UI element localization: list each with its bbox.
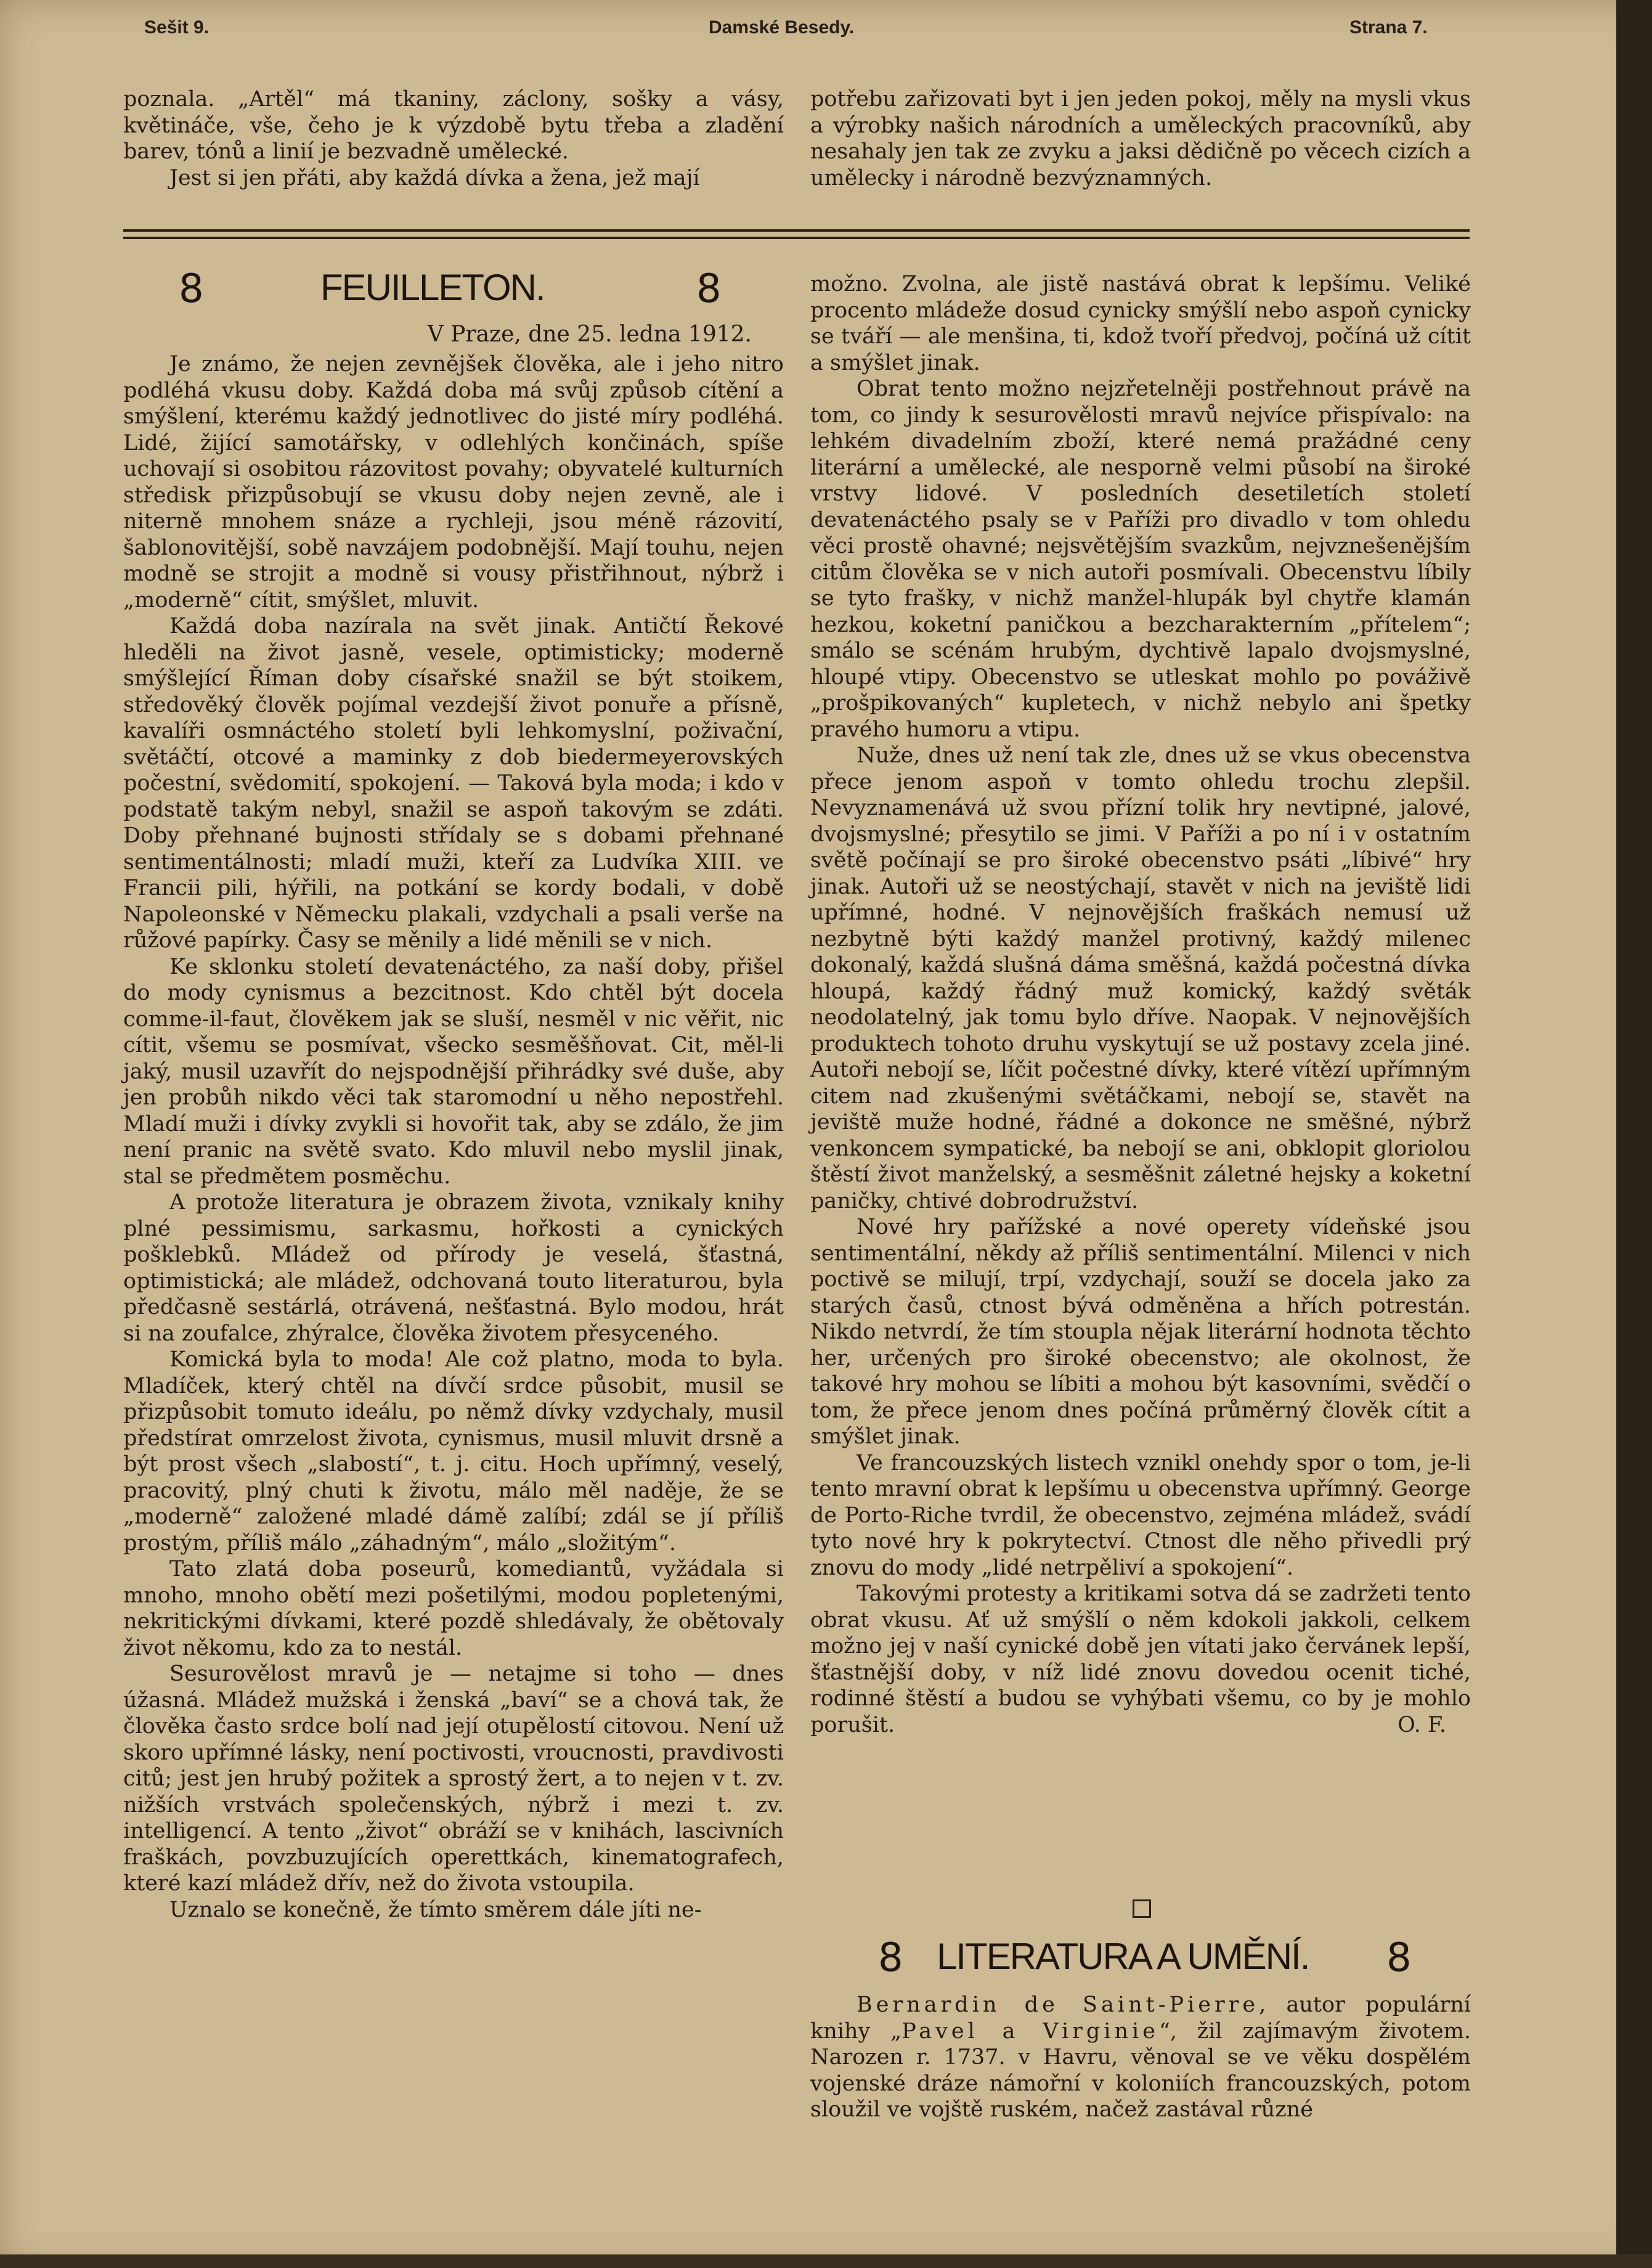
ornament-right-icon: 8 — [1386, 1935, 1412, 1981]
paragraph — [810, 1992, 1471, 2123]
paragraph: A protože literatura je obrazem života, vznikaly knihy plné pessimismu, sarkasmu, hořkosti a cynických pošklebků. Mládež od přírody je veselá, šťastná, optimistická; ale mládež, odchovaná touto literaturou, byla předčasně sestárlá, otrávená, nešťastná. Bylo modou, hrát si na zoufalce, zhýralce, člověka životem přesyceného. — [123, 1190, 784, 1346]
ornament-left-icon: 8 — [179, 266, 204, 312]
section-title-feuilleton: FEUILLETON. — [320, 267, 545, 308]
paragraph: Komická byla to moda! Ale což platno, moda to byla. Mladíček, který chtěl na dívčí srdce působit, musil se přizpůsobit tomuto ideálu, po němž dívky vzdychaly, musil předstírat omrzelost života, cynismus, musil mluvit drsně a být prost všech „slabostí“, t. j. citu. Hoch upřímný, veselý, pracovitý, plný chuti k životu, málo měl naděje, že se „moderně“ založené mladé dámě zalíbí; zdál se jí příliš prostým, příliš málo „záhadným“, málo „složitým“. — [123, 1347, 784, 1556]
signature: O. F. — [1398, 1713, 1446, 1737]
divider-rule — [123, 229, 1470, 232]
section-title-literatura: LITERATURA A UMĚNÍ. — [937, 1936, 1309, 1977]
dateline: V Praze, dne 25. ledna 1912. — [427, 322, 752, 347]
literatura-column — [810, 1992, 1471, 2123]
header-issue: Sešit 9. — [144, 17, 210, 38]
paragraph: Nuže, dnes už není tak zle, dnes už se vkus obecenstva přece jenom aspoň v tomto ohledu trochu zlepšil. Nevyznamenává už svou přízní tolik hry nevtipné, jalové, dvojsmyslné; přesytilo se jimi. V Paříži a po ní i v ostatním světě počínají se pro široké obecenstvo psáti „líbivé“ hry jinak. Autoři už se neostýchají, stavět v nich na jeviště lidi upřímné, hodné. V nejnovějších fraškách nemusí už nezbytně býti každý manžel protivný, každý milenec dokonalý, každá slušná dáma směšná, každá počestná dívka hloupá, každý řádný muž komický, každý světák neodolatelný, jak tomu bylo dříve. Naopak. V nejnovějších produktech tohoto druhu vyskytují se už postavy zcela jiné. Autoři nebojí se, líčit počestné dívky, které vítězí upřímným citem nad zkušenými světáčkami, nebojí se, stavět na jeviště muže hodné, řádné a dokonce ne směšné, nýbrž venkoncem sympatické, ba nebojí se ani, obklopit gloriolou štěstí život manželský, a sesměšnit záletné hejsky a koketní paničky, chtivé dobrodružství. — [810, 743, 1471, 1214]
author-name: Bernardin de Saint-Pierre — [857, 1993, 1259, 2017]
paragraph: Jest si jen přáti, aby každá dívka a žena, jež mají — [169, 165, 700, 190]
feuilleton-left-column — [123, 351, 784, 1923]
paragraph: Tato zlatá doba poseurů, komediantů, vyžádala si mnoho, mnoho obětí mezi pošetilými, modou popletenými, nekritickými dívkami, které pozdě shledávaly, že obětovaly život někomu, kdo za to nestál. — [123, 1557, 784, 1660]
paragraph: poznala. „Artěl“ má tkaniny, záclony, sošky a vásy, květináče, vše, čeho je k výzdobě bytu třeba a zladění barev, tónů a linií je bezvadně umělecké. — [123, 87, 784, 164]
header-title: Damské Besedy. — [709, 17, 855, 38]
paragraph: Sesurovělost mravů je — netajme si toho — dnes úžasná. Mládež mužská i ženská „baví“ se a chová tak, že člověka často srdce bolí nad její otupělostí citovou. Není už skoro upřímné lásky, není poctivosti, vroucnosti, pravdivosti citů; jest jen hrubý požitek a sprostý žert, a to nejen v t. zv. nižších vrstvách společenských, nýbrž i mezi t. zv. intelligencí. A tento „život“ obráží se v knihách, lascivních fraškách, povzbuzujících operettkách, kinematografech, které kazí mládež dřív, než do života vstoupila. — [123, 1662, 784, 1896]
divider-rule — [123, 237, 1470, 239]
top-right-column — [810, 86, 1471, 191]
paragraph: Každá doba nazírala na svět jinak. Antičtí Řekové hleděli na život jasně, vesele, optimisticky; moderně smýšlející Říman doby císařské snažil se být stoikem, středověký člověk pojímal vezdejší život ponuře a přísně, kavalíři osmnáctého století byli lehkomyslní, poživační, světáčtí, otcové a maminky z dob biedermeyerovských počestní, svědomití, spokojení. — Taková byla moda; i kdo v podstatě takým nebyl, snažil se aspoň takovým se zdáti. Doby přehnané bujnosti střídaly se s dobami přehnané sentimentálnosti; mladí muži, kteří za Ludvíka XIII. ve Francii pili, hýřili, na potkání se kordy bodali, v době Napoleonské v Německu plakali, vzdychali a psali verše na růžové papírky. Časy se měnily a lidé měnili se v nich. — [123, 614, 784, 953]
ornament-left-icon: 8 — [878, 1935, 903, 1981]
paragraph: Ve francouzských listech vznikl onehdy spor o tom, je-li tento mravní obrat k lepšímu u obecenstva upřímný. George de Porto-Riche tvrdil, že obecenstvo, zejména mládež, svádí tyto nové hry k pokrytectví. Ctnost dle něho přivedli prý znovu do mody „lidé netrpěliví a spokojení“. — [810, 1450, 1471, 1580]
text-run: “, žil zajímavým životem. Narozen r. 1737. v Havru, věnoval se ve věku dospělém vojenské dráze námořní v koloniích francouzských, potom sloužil ve vojště ruském, načež zastával různé — [810, 2018, 1471, 2122]
book-title: Pavel a Virginie — [901, 2018, 1159, 2044]
ornament-right-icon: 8 — [696, 266, 722, 312]
separator-square-icon — [1133, 1899, 1151, 1918]
paragraph: Nové hry pařížské a nové operety vídeňské jsou sentimentální, někdy až příliš sentimentální. Milenci v nich poctivě se milují, trpí, vzdychají, souží se docela jako za starých časů, ctnost bývá odměněna a hřích potrestán. Nikdo netvrdí, že tím stoupla nějak literární hodnota těchto her, určených pro široké obecenstvo; ale okolnost, že takové hry mohou se líbiti a mohou být kasovními, svědčí o tom, že přece jenom dnes počíná průměrný člověk cítit a smýšlet jinak. — [810, 1215, 1471, 1449]
feuilleton-right-column — [810, 271, 1471, 1739]
page-edge — [1616, 0, 1652, 2268]
paragraph: Uznalo se konečně, že tímto směrem dále jíti ne- — [169, 1897, 702, 1922]
paragraph: Takovými protesty a kritikami sotva dá se zadržeti tento obrat vkusu. Ať už smýšlí o něm kdokoli jakkoli, celkem možno jej v naší cynické době jen vítati jako červánek lepší, šťastnější doby, v níž lidé znovu dovedou ocenit tiché, rodinné štěstí a budou se vyhýbati všemu, co by je mohlo porušit. — [810, 1581, 1471, 1737]
paragraph: Obrat tento možno nejzřetelněji postřehnout právě na tom, co jindy k sesurovělosti mravů nejvíce přispívalo: na lehkém divadelním zboží, které nemá pražádné ceny literární a umělecké, ale nesporně velmi působí na široké vrstvy lidové. V posledních desetiletích století devatenáctého psaly se v Paříži pro divadlo v tom ohledu věci prostě ohavné; nejsvětějším svazkům, nejvznešenějším citům člověka se v nich autoři posmívali. Obecenstvu líbily se tyto frašky, v nichž manžel-hlupák byl chytře klamán hezkou, koketní paničkou a bezcharakterním „přítelem“; smálo se scénám hrubým, dychtivě lapalo dvojsmyslné, hloupé vtipy. Obecenstvo se utleskat mohlo po pováživě „prošpikovaných“ kupletech, v nichž nebylo ani špetky pravého humoru a vtipu. — [810, 377, 1471, 742]
header-page-number: Strana 7. — [1349, 17, 1428, 38]
top-left-column — [123, 86, 784, 191]
paragraph: potřebu zařizovati byt i jen jeden pokoj, měly na mysli vkus a výrobky našich národních a uměleckých pracovníků, aby nesahaly jen tak ze zvyku a jaksi dědičně po věcech cizích a umělecky i národně bezvýznamných. — [810, 87, 1471, 190]
paragraph: možno. Zvolna, ale jistě nastává obrat k lepšímu. Veliké procento mládeže dosud cynicky smýšlí nebo aspoň cynicky se tváří — ale menšina, ti, kdož tvoří předvoj, počíná už cítit a smýšlet jinak. — [810, 272, 1471, 375]
page-edge-bottom — [0, 2254, 1652, 2268]
paragraph: Je známo, že nejen zevnějšek člověka, ale i jeho nitro podléhá vkusu doby. Každá doba má svůj způsob cítění a smýšlení, kterému každý jednotlivec do jisté míry podléhá. Lidé, žijící samotářsky, v odlehlých končinách, spíše uchovají si osobitou rázovitost povahy; obyvatelé kulturních středisk přizpůsobují se vkusu doby nejen zevně, ale i niterně mnohem snáze a rychleji, jsou méně rázovití, šablonovitější, sobě navzájem podobnější. Mají touhu, nejen modně se strojit a modně si vousy přistřihnout, nýbrž i „moderně“ cítit, smýšlet, mluvit. — [123, 352, 784, 613]
paragraph: Ke sklonku století devatenáctého, za naší doby, přišel do mody cynismus a bezcitnost. Kdo chtěl být docela comme-il-faut, člověkem jak se sluší, nesměl v nic věřit, nic cítit, všemu se posmívat, všecko sesměšňovat. Cit, měl-li jaký, musil uzavřít do nejspodnější přihrádky své duše, aby jen probůh nikdo věci tak staromodní u něho nepostřehl. Mladí muži i dívky zvykli si hovořit tak, aby se zdálo, že jim není pranic na světě svato. Kdo mluvil nebo myslil jinak, stal se předmětem posměchu. — [123, 954, 784, 1189]
text-run: , autor populární knihy „ — [810, 1993, 1471, 2044]
